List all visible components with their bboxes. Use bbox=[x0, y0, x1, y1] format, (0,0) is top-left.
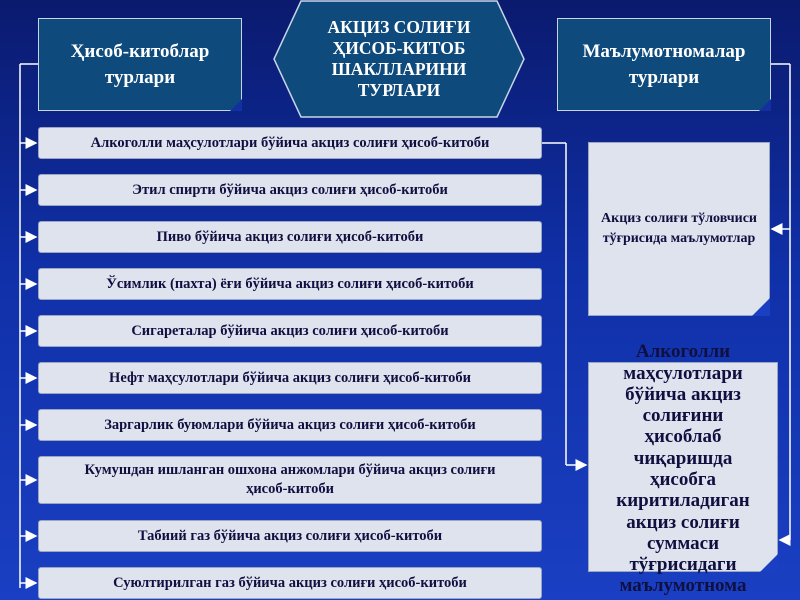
calc-type-label: Пиво бўйича акциз солиғи ҳисоб-китоби bbox=[156, 228, 424, 245]
calc-type-item bbox=[38, 221, 542, 253]
calc-types-header bbox=[38, 18, 242, 111]
reference-note-label: Акциз солиғи тўловчиси тўғрисида маълумотлар bbox=[601, 211, 757, 246]
reference-note-label: Алкоголли маҳсулотлари бўйича акциз солиғини ҳисоблаб чиқаришда ҳисобга киритиладиган акциз солиғи суммаси тўғрисидаги маълумотнома bbox=[616, 341, 750, 597]
calc-type-label: Суюлтирилган газ бўйича акциз солиғи ҳисоб-китоби bbox=[113, 574, 467, 591]
calc-type-item bbox=[38, 567, 542, 599]
calc-type-item bbox=[38, 456, 542, 504]
calc-type-item bbox=[38, 362, 542, 394]
calc-type-label: Этил спирти бўйича акциз солиғи ҳисоб-китоби bbox=[132, 181, 448, 198]
main-title-label: АКЦИЗ СОЛИҒИ ҲИСОБ-КИТОБ ШАКЛЛАРИНИ ТУРЛАРИ bbox=[327, 17, 471, 100]
page-fold-corner bbox=[752, 298, 770, 316]
reference-types-header bbox=[557, 18, 771, 111]
calc-type-label: Табиий газ бўйича акциз солиғи ҳисоб-китоби bbox=[137, 527, 443, 544]
calc-type-item bbox=[38, 520, 542, 552]
calc-types-header-label: Ҳисоб-китоблар турлари bbox=[70, 40, 210, 88]
calc-type-item bbox=[38, 268, 542, 300]
page-fold-corner bbox=[760, 554, 778, 572]
reference-note-taxpayer bbox=[588, 142, 770, 316]
calc-type-item bbox=[38, 127, 542, 159]
reference-types-header-label: Маълумотномалар турлари bbox=[582, 40, 746, 88]
calc-type-label: Заргарлик буюмлари бўйича акциз солиғи ҳисоб-китоби bbox=[104, 416, 476, 433]
calc-type-label: Ўсимлик (пахта) ёғи бўйича акциз солиғи ҳисоб-китоби bbox=[106, 275, 474, 292]
reference-note-alcohol bbox=[588, 341, 778, 597]
calc-type-item bbox=[38, 315, 542, 347]
calc-type-label: Алкоголли маҳсулотлари бўйича акциз солиғи ҳисоб-китоби bbox=[90, 134, 490, 151]
calc-type-label: Нефт маҳсулотлари бўйича акциз солиғи ҳисоб-китоби bbox=[109, 369, 471, 386]
main-title bbox=[273, 0, 525, 118]
calc-type-item bbox=[38, 174, 542, 206]
calc-type-label: Сигареталар бўйича акциз солиғи ҳисоб-китоби bbox=[131, 322, 449, 339]
calc-type-item bbox=[38, 409, 542, 441]
calc-type-label: Кумушдан ишланган ошхона анжомлари бўйича акциз солиғи ҳисоб-китоби bbox=[84, 462, 496, 497]
